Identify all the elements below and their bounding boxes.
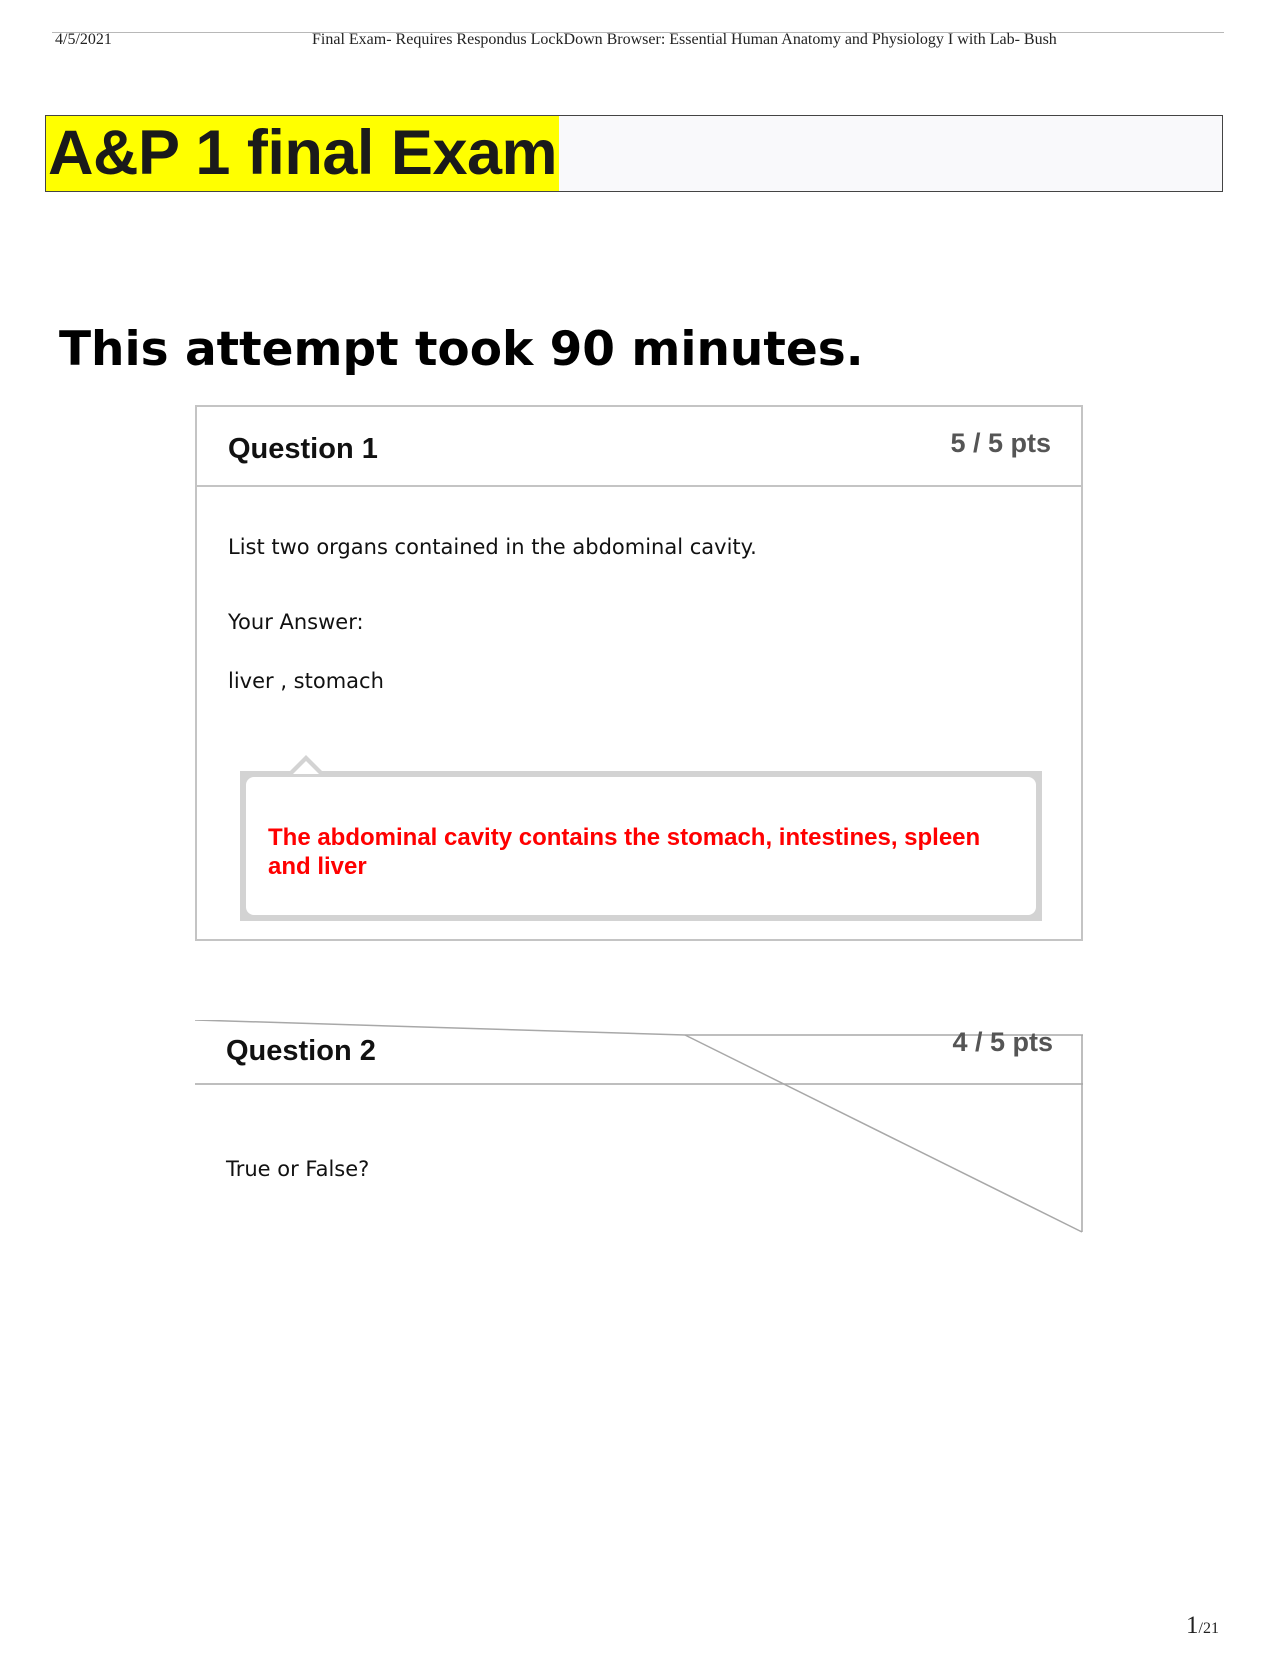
exam-title: A&P 1 final Exam xyxy=(46,116,559,191)
header-date: 4/5/2021 xyxy=(55,31,112,48)
attempt-duration: This attempt took 90 minutes. xyxy=(59,322,864,377)
exam-title-banner xyxy=(45,115,1223,192)
feedback-comment-text: The abdominal cavity contains the stomach, intestines, spleen and liver xyxy=(268,824,981,880)
answer-label: Your Answer: xyxy=(228,610,364,634)
question-card-1 xyxy=(195,405,1083,941)
question-prompt: True or False? xyxy=(226,1157,370,1181)
question-points: 5 / 5 pts xyxy=(950,428,1051,458)
question-prompt: List two organs contained in the abdominal cavity. xyxy=(228,535,757,559)
question-header xyxy=(197,407,1081,487)
question-title: Question 1 xyxy=(228,433,378,465)
header-document-title: Final Exam- Requires Respondus LockDown Browser: Essential Human Anatomy and Physiology I with Lab- Bush xyxy=(312,31,1057,48)
question-title: Question 2 xyxy=(226,1035,376,1067)
answer-text: liver , stomach xyxy=(228,669,384,693)
question-points: 4 / 5 pts xyxy=(952,1027,1053,1057)
page-total: /21 xyxy=(1198,1620,1219,1637)
page-current: 1 xyxy=(1186,1612,1199,1639)
page-number xyxy=(1186,1612,1219,1640)
question-card-2 xyxy=(195,1020,1083,1234)
feedback-comment-box xyxy=(240,771,1042,921)
